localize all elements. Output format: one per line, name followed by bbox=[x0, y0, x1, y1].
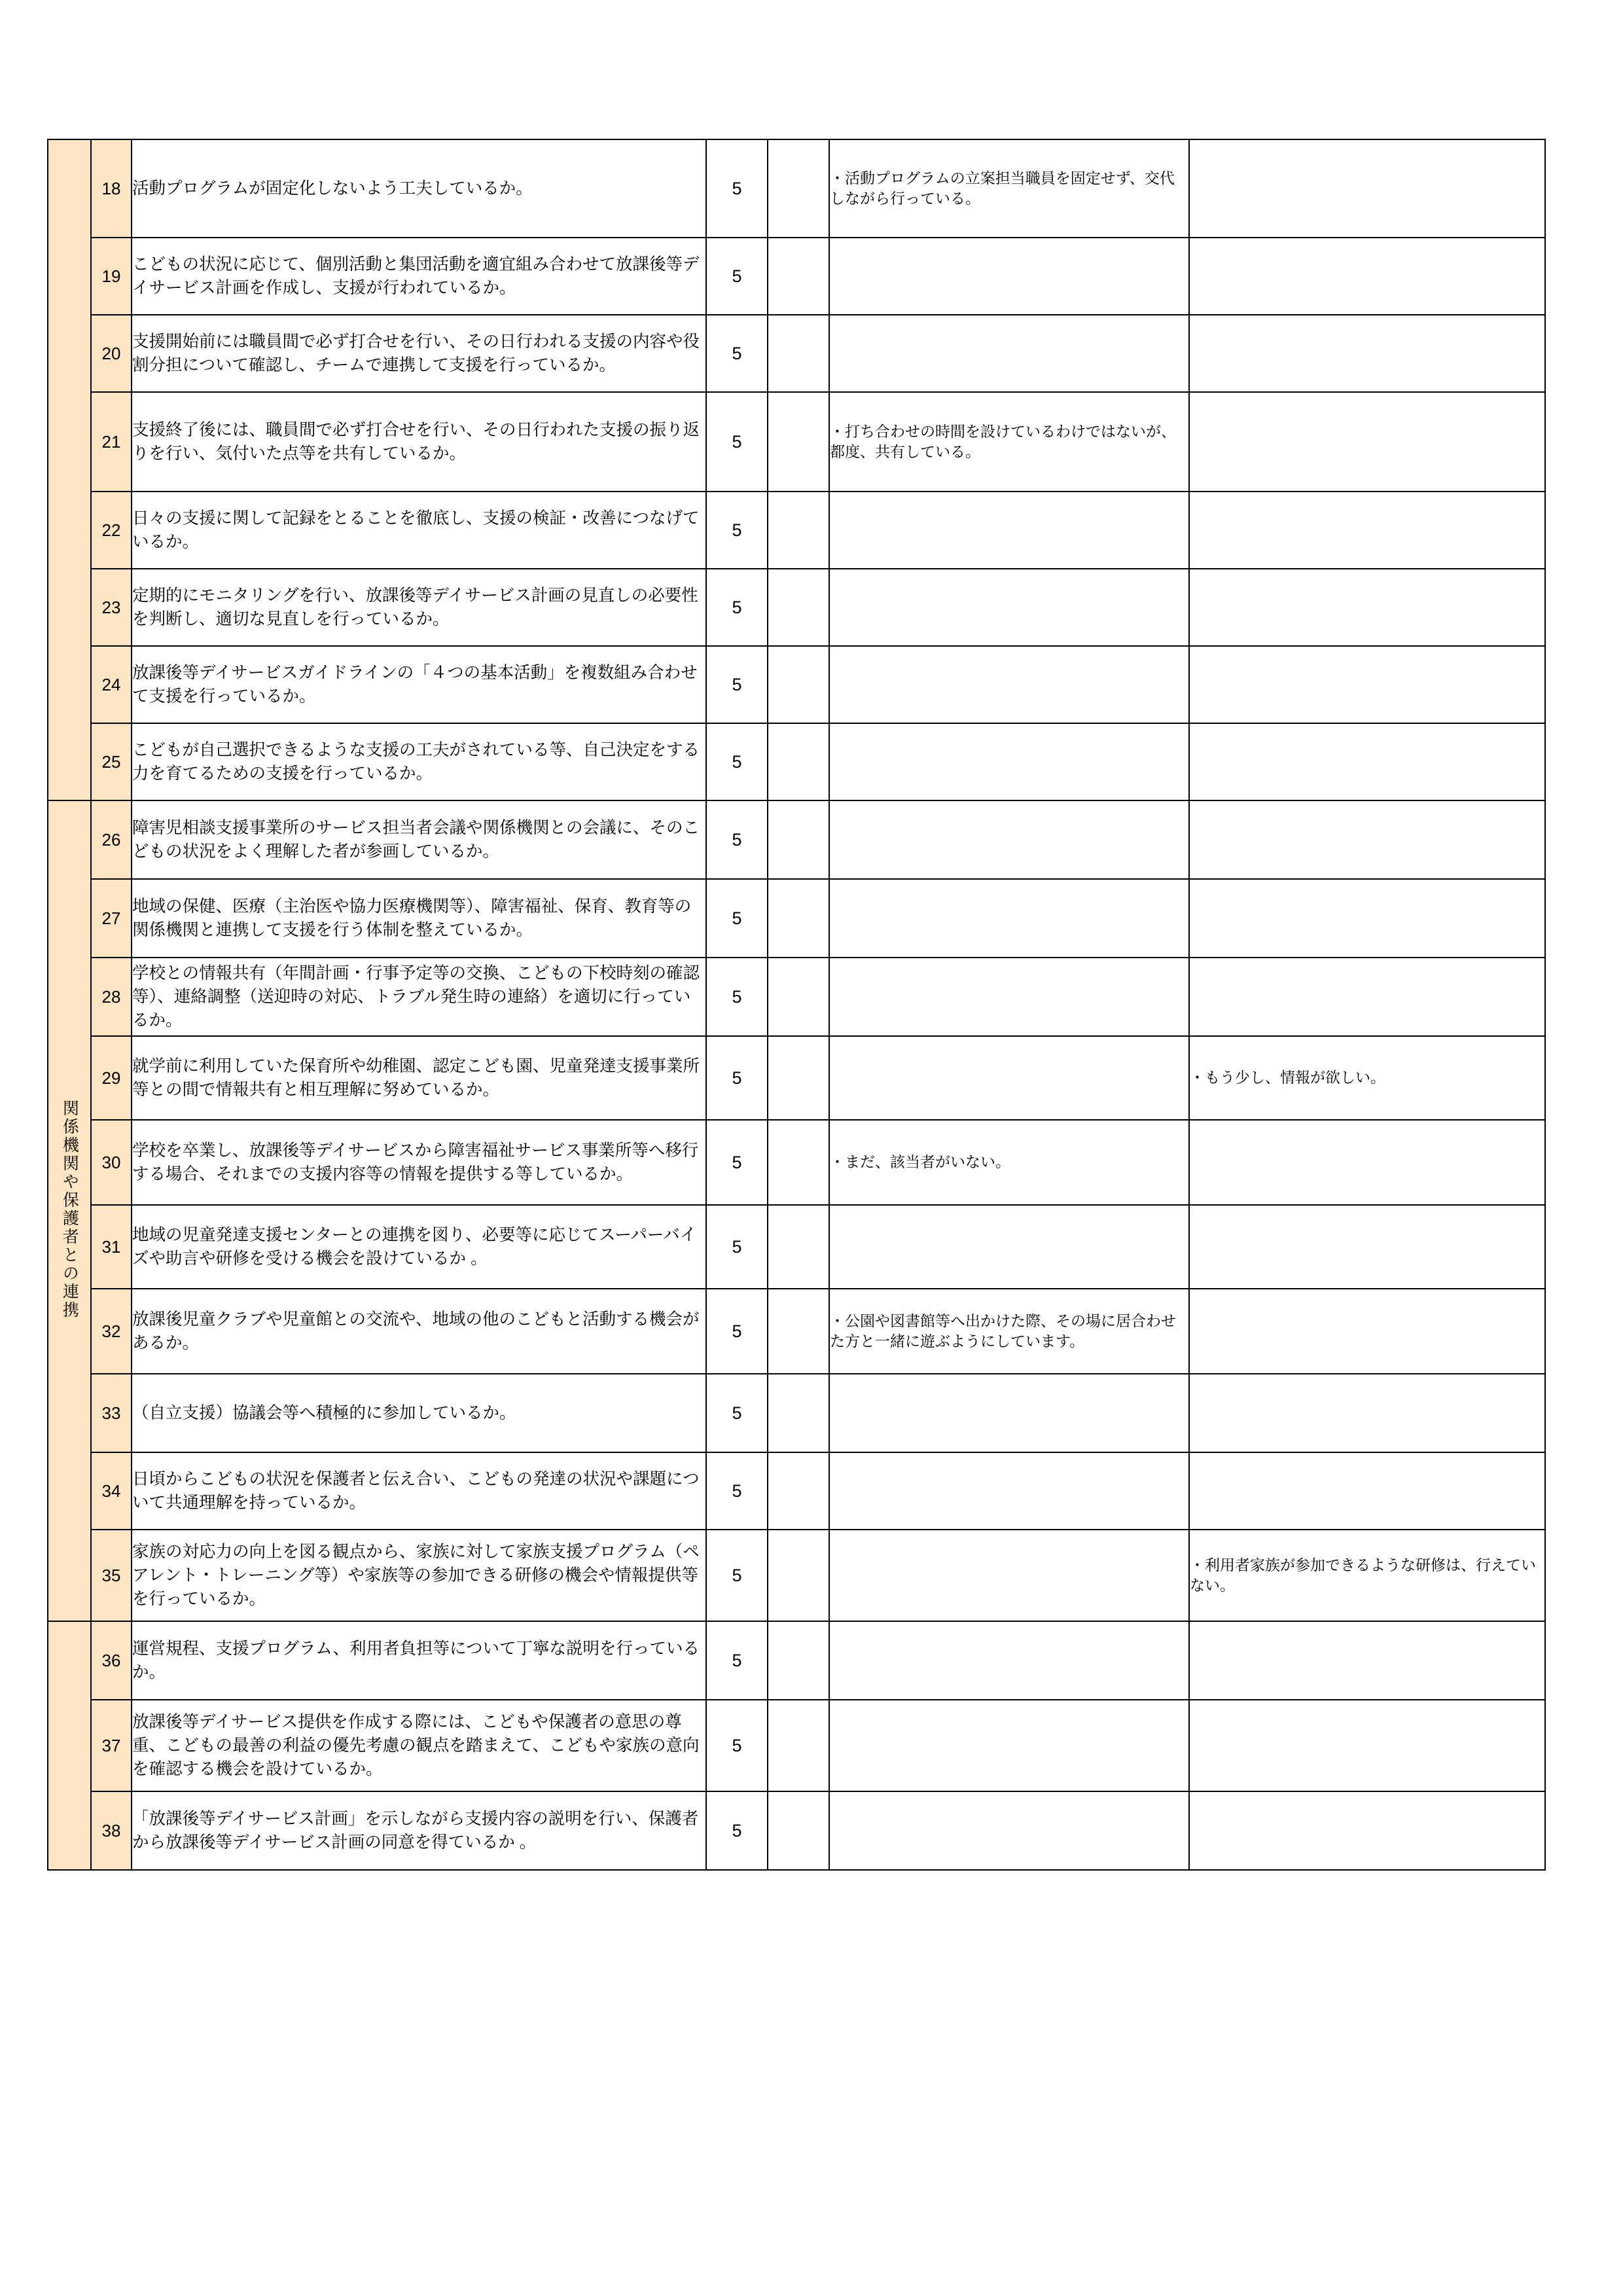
score-value[interactable]: 5 bbox=[706, 392, 768, 492]
evaluation-sheet bbox=[47, 139, 1544, 1871]
comment-column-2[interactable] bbox=[1189, 492, 1545, 569]
blank-column-cell[interactable] bbox=[768, 1700, 829, 1791]
evaluation-item-text: 家族の対応力の向上を図る観点から、家族に対して家族支援プログラム（ペアレント・トレーニング等）や家族等の参加できる研修の機会や情報提供等を行っているか。 bbox=[132, 1530, 706, 1621]
score-value[interactable]: 5 bbox=[706, 315, 768, 392]
row-number: 23 bbox=[91, 569, 132, 646]
evaluation-item-text: 就学前に利用していた保育所や幼稚園、認定こども園、児童発達支援事業所等との間で情報共有と相互理解に努めているか。 bbox=[132, 1036, 706, 1120]
evaluation-item-text: 支援終了後には、職員間で必ず打合せを行い、その日行われた支援の振り返りを行い、気付いた点等を共有しているか。 bbox=[132, 392, 706, 492]
table-row bbox=[48, 569, 1545, 646]
blank-column-cell[interactable] bbox=[768, 958, 829, 1036]
evaluation-item-text: 定期的にモニタリングを行い、放課後等デイサービス計画の見直しの必要性を判断し、適切な見直しを行っているか。 bbox=[132, 569, 706, 646]
row-number: 33 bbox=[91, 1374, 132, 1452]
row-number: 22 bbox=[91, 492, 132, 569]
blank-column-cell[interactable] bbox=[768, 800, 829, 879]
evaluation-item-text: 日頃からこどもの状況を保護者と伝え合い、こどもの発達の状況や課題について共通理解を持っているか。 bbox=[132, 1452, 706, 1530]
blank-column-cell[interactable] bbox=[768, 879, 829, 958]
evaluation-item-text: 放課後児童クラブや児童館との交流や、地域の他のこどもと活動する機会があるか。 bbox=[132, 1289, 706, 1374]
score-value[interactable]: 5 bbox=[706, 1452, 768, 1530]
row-number: 34 bbox=[91, 1452, 132, 1530]
row-number: 37 bbox=[91, 1700, 132, 1791]
comment-column-1[interactable] bbox=[829, 238, 1189, 315]
comment-column-1[interactable]: ・まだ、該当者がいない。 bbox=[829, 1120, 1189, 1205]
blank-column-cell[interactable] bbox=[768, 646, 829, 723]
comment-column-2[interactable] bbox=[1189, 1791, 1545, 1870]
score-value[interactable]: 5 bbox=[706, 1036, 768, 1120]
table-row bbox=[48, 1120, 1545, 1205]
row-number: 36 bbox=[91, 1621, 132, 1700]
score-value[interactable]: 5 bbox=[706, 139, 768, 238]
evaluation-item-text: こどもの状況に応じて、個別活動と集団活動を適宜組み合わせて放課後等デイサービス計画を作成し、支援が行われているか。 bbox=[132, 238, 706, 315]
row-number: 27 bbox=[91, 879, 132, 958]
blank-column-cell[interactable] bbox=[768, 1120, 829, 1205]
score-value[interactable]: 5 bbox=[706, 800, 768, 879]
section-label-section-c bbox=[48, 1621, 91, 1870]
row-number: 20 bbox=[91, 315, 132, 392]
table-row bbox=[48, 1791, 1545, 1870]
comment-column-1[interactable] bbox=[829, 315, 1189, 392]
section-label-section-a bbox=[48, 139, 91, 800]
evaluation-item-text: 支援開始前には職員間で必ず打合せを行い、その日行われる支援の内容や役割分担について確認し、チームで連携して支援を行っているか。 bbox=[132, 315, 706, 392]
blank-column-cell[interactable] bbox=[768, 238, 829, 315]
comment-column-2[interactable] bbox=[1189, 392, 1545, 492]
row-number: 31 bbox=[91, 1205, 132, 1289]
comment-column-1[interactable] bbox=[829, 569, 1189, 646]
row-number: 29 bbox=[91, 1036, 132, 1120]
row-number: 25 bbox=[91, 723, 132, 800]
evaluation-item-text: 学校を卒業し、放課後等デイサービスから障害福祉サービス事業所等へ移行する場合、それまでの支援内容等の情報を提供する等しているか。 bbox=[132, 1120, 706, 1205]
comment-column-1[interactable] bbox=[829, 1036, 1189, 1120]
row-number: 38 bbox=[91, 1791, 132, 1870]
table-row bbox=[48, 315, 1545, 392]
evaluation-item-text: 放課後等デイサービスガイドラインの「４つの基本活動」を複数組み合わせて支援を行っているか。 bbox=[132, 646, 706, 723]
table-row bbox=[48, 392, 1545, 492]
table-row bbox=[48, 879, 1545, 958]
comment-column-2[interactable] bbox=[1189, 315, 1545, 392]
table-row bbox=[48, 492, 1545, 569]
row-number: 35 bbox=[91, 1530, 132, 1621]
evaluation-item-text: （自立支援）協議会等へ積極的に参加しているか。 bbox=[132, 1374, 706, 1452]
row-number: 21 bbox=[91, 392, 132, 492]
comment-column-1[interactable] bbox=[829, 1621, 1189, 1700]
score-value[interactable]: 5 bbox=[706, 1530, 768, 1621]
table-row bbox=[48, 1621, 1545, 1700]
row-number: 30 bbox=[91, 1120, 132, 1205]
evaluation-table bbox=[47, 139, 1546, 1871]
comment-column-2[interactable] bbox=[1189, 569, 1545, 646]
table-row bbox=[48, 1205, 1545, 1289]
comment-column-1[interactable] bbox=[829, 492, 1189, 569]
score-value[interactable]: 5 bbox=[706, 958, 768, 1036]
table-row bbox=[48, 723, 1545, 800]
comment-column-2[interactable]: ・利用者家族が参加できるような研修は、行えていない。 bbox=[1189, 1530, 1545, 1621]
evaluation-item-text: 「放課後等デイサービス計画」を示しながら支援内容の説明を行い、保護者から放課後等デイサービス計画の同意を得ているか 。 bbox=[132, 1791, 706, 1870]
score-value[interactable]: 5 bbox=[706, 238, 768, 315]
comment-column-1[interactable]: ・公園や図書館等へ出かけた際、その場に居合わせた方と一緒に遊ぶようにしています。 bbox=[829, 1289, 1189, 1374]
evaluation-item-text: 日々の支援に関して記録をとることを徹底し、支援の検証・改善につなげているか。 bbox=[132, 492, 706, 569]
evaluation-item-text: 障害児相談支援事業所のサービス担当者会議や関係機関との会議に、そのこどもの状況をよく理解した者が参画しているか。 bbox=[132, 800, 706, 879]
comment-column-2[interactable] bbox=[1189, 646, 1545, 723]
table-row bbox=[48, 1374, 1545, 1452]
table-row bbox=[48, 1530, 1545, 1621]
comment-column-2[interactable] bbox=[1189, 1700, 1545, 1791]
table-row bbox=[48, 1700, 1545, 1791]
evaluation-item-text: こどもが自己選択できるような支援の工夫がされている等、自己決定をする力を育てるための支援を行っているか。 bbox=[132, 723, 706, 800]
evaluation-item-text: 運営規程、支援プログラム、利用者負担等について丁寧な説明を行っているか。 bbox=[132, 1621, 706, 1700]
comment-column-2[interactable] bbox=[1189, 139, 1545, 238]
row-number: 19 bbox=[91, 238, 132, 315]
row-number: 28 bbox=[91, 958, 132, 1036]
blank-column-cell[interactable] bbox=[768, 139, 829, 238]
blank-column-cell[interactable] bbox=[768, 1374, 829, 1452]
blank-column-cell[interactable] bbox=[768, 1791, 829, 1870]
comment-column-1[interactable] bbox=[829, 1452, 1189, 1530]
table-row bbox=[48, 800, 1545, 879]
table-row bbox=[48, 1036, 1545, 1120]
score-value[interactable]: 5 bbox=[706, 879, 768, 958]
score-value[interactable]: 5 bbox=[706, 1289, 768, 1374]
comment-column-1[interactable]: ・活動プログラムの立案担当職員を固定せず、交代しながら行っている。 bbox=[829, 139, 1189, 238]
comment-column-2[interactable] bbox=[1189, 1374, 1545, 1452]
section-label-text: 関係機関や保護者との連携 bbox=[60, 1099, 79, 1319]
comment-column-1[interactable] bbox=[829, 723, 1189, 800]
table-row bbox=[48, 1289, 1545, 1374]
blank-column-cell[interactable] bbox=[768, 1036, 829, 1120]
blank-column-cell[interactable] bbox=[768, 1289, 829, 1374]
comment-column-2[interactable] bbox=[1189, 1120, 1545, 1205]
blank-column-cell[interactable] bbox=[768, 1452, 829, 1530]
blank-column-cell[interactable] bbox=[768, 569, 829, 646]
blank-column-cell[interactable] bbox=[768, 492, 829, 569]
comment-column-2[interactable] bbox=[1189, 1289, 1545, 1374]
row-number: 26 bbox=[91, 800, 132, 879]
table-row bbox=[48, 646, 1545, 723]
comment-column-1[interactable] bbox=[829, 1700, 1189, 1791]
table-row bbox=[48, 958, 1545, 1036]
evaluation-item-text: 学校との情報共有（年間計画・行事予定等の交換、こどもの下校時刻の確認等）、連絡調整（送迎時の対応、トラブル発生時の連絡）を適切に行っているか。 bbox=[132, 958, 706, 1036]
blank-column-cell[interactable] bbox=[768, 723, 829, 800]
score-value[interactable]: 5 bbox=[706, 1700, 768, 1791]
comment-column-2[interactable] bbox=[1189, 800, 1545, 879]
comment-column-1[interactable] bbox=[829, 1791, 1189, 1870]
row-number: 32 bbox=[91, 1289, 132, 1374]
blank-column-cell[interactable] bbox=[768, 315, 829, 392]
comment-column-2[interactable] bbox=[1189, 1452, 1545, 1530]
evaluation-item-text: 地域の保健、医療（主治医や協力医療機関等）、障害福祉、保育、教育等の関係機関と連携して支援を行う体制を整えているか。 bbox=[132, 879, 706, 958]
score-value[interactable]: 5 bbox=[706, 1791, 768, 1870]
comment-column-1[interactable] bbox=[829, 958, 1189, 1036]
blank-column-cell[interactable] bbox=[768, 392, 829, 492]
comment-column-2[interactable]: ・もう少し、情報が欲しい。 bbox=[1189, 1036, 1545, 1120]
table-row bbox=[48, 139, 1545, 238]
table-row bbox=[48, 1452, 1545, 1530]
comment-column-1[interactable] bbox=[829, 1530, 1189, 1621]
blank-column-cell[interactable] bbox=[768, 1205, 829, 1289]
comment-column-1[interactable] bbox=[829, 646, 1189, 723]
comment-column-1[interactable]: ・打ち合わせの時間を設けているわけではないが、都度、共有している。 bbox=[829, 392, 1189, 492]
comment-column-2[interactable] bbox=[1189, 1205, 1545, 1289]
score-value[interactable]: 5 bbox=[706, 569, 768, 646]
score-value[interactable]: 5 bbox=[706, 1205, 768, 1289]
score-value[interactable]: 5 bbox=[706, 1120, 768, 1205]
comment-column-2[interactable] bbox=[1189, 238, 1545, 315]
score-value[interactable]: 5 bbox=[706, 1374, 768, 1452]
section-label-section-b bbox=[48, 800, 91, 1621]
row-number: 18 bbox=[91, 139, 132, 238]
score-value[interactable]: 5 bbox=[706, 492, 768, 569]
comment-column-1[interactable] bbox=[829, 1205, 1189, 1289]
blank-column-cell[interactable] bbox=[768, 1621, 829, 1700]
table-body bbox=[48, 139, 1545, 1870]
table-row bbox=[48, 238, 1545, 315]
evaluation-item-text: 地域の児童発達支援センターとの連携を図り、必要等に応じてスーパーバイズや助言や研修を受ける機会を設けているか 。 bbox=[132, 1205, 706, 1289]
comment-column-1[interactable] bbox=[829, 1374, 1189, 1452]
blank-column-cell[interactable] bbox=[768, 1530, 829, 1621]
comment-column-1[interactable] bbox=[829, 879, 1189, 958]
score-value[interactable]: 5 bbox=[706, 723, 768, 800]
comment-column-1[interactable] bbox=[829, 800, 1189, 879]
comment-column-2[interactable] bbox=[1189, 958, 1545, 1036]
row-number: 24 bbox=[91, 646, 132, 723]
evaluation-item-text: 活動プログラムが固定化しないよう工夫しているか。 bbox=[132, 139, 706, 238]
comment-column-2[interactable] bbox=[1189, 879, 1545, 958]
evaluation-item-text: 放課後等デイサービス提供を作成する際には、こどもや保護者の意思の尊重、こどもの最善の利益の優先考慮の観点を踏まえて、こどもや家族の意向を確認する機会を設けているか。 bbox=[132, 1700, 706, 1791]
score-value[interactable]: 5 bbox=[706, 646, 768, 723]
score-value[interactable]: 5 bbox=[706, 1621, 768, 1700]
comment-column-2[interactable] bbox=[1189, 723, 1545, 800]
comment-column-2[interactable] bbox=[1189, 1621, 1545, 1700]
